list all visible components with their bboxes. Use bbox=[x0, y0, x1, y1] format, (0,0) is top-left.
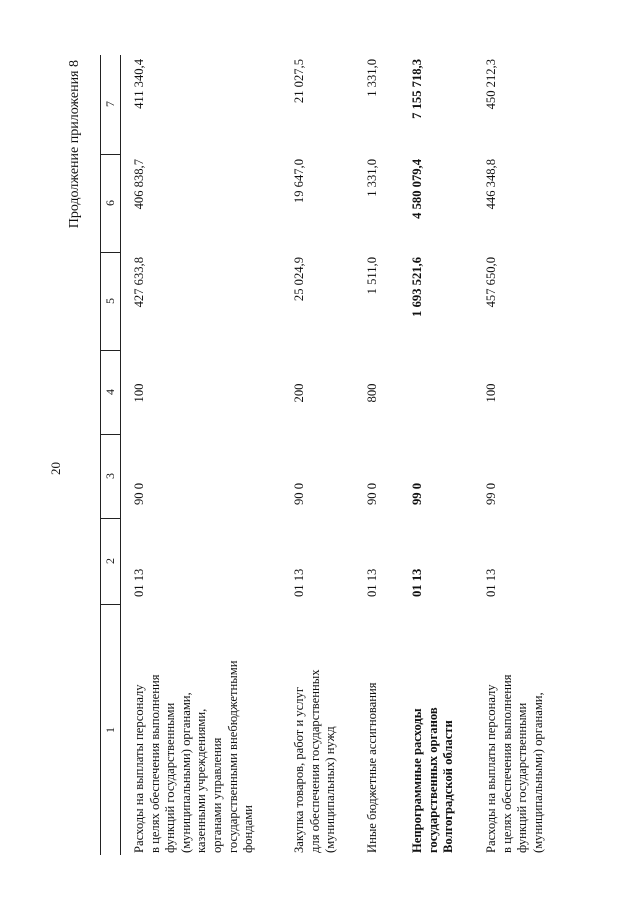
header-col-3: 3 bbox=[100, 434, 120, 519]
row-1-name: Расходы на выплаты персоналу в целях обеспечения выполнения функций государственными (муниципальными) органами, казенными учреждениями, органами управления государственными внебюджетными фондами bbox=[132, 660, 256, 853]
row-3-section: 01 13 bbox=[365, 568, 379, 597]
row-4-section: 01 13 bbox=[410, 568, 424, 597]
header-col-7: 7 bbox=[100, 54, 120, 155]
continuation-note: Продолжение приложения 8 bbox=[67, 60, 82, 229]
row-1-v7: 411 340,4 bbox=[132, 59, 146, 109]
row-2-section: 01 13 bbox=[292, 568, 306, 597]
header-col-4: 4 bbox=[100, 350, 120, 435]
header-col-1: 1 bbox=[103, 727, 117, 733]
row-5-name: Расходы на выплаты персоналу в целях обеспечения выполнения функций государственными (муниципальными) органами, bbox=[484, 674, 545, 853]
row-3-target: 90 0 bbox=[365, 482, 379, 505]
row-4-v7: 7 155 718,3 bbox=[410, 59, 424, 119]
row-2-v7: 21 027,5 bbox=[292, 59, 306, 104]
row-3-v6: 1 331,0 bbox=[365, 159, 379, 197]
row-3-type: 800 bbox=[365, 383, 379, 403]
row-1-target: 90 0 bbox=[132, 482, 146, 505]
row-4-name: Непрограммные расходы государственных органов Волгоградской области bbox=[410, 707, 456, 853]
row-3-v7: 1 331,0 bbox=[365, 59, 379, 97]
row-1-section: 01 13 bbox=[132, 568, 146, 597]
header-col-2: 2 bbox=[100, 518, 120, 605]
table-header-border bbox=[120, 55, 121, 855]
row-4-target: 99 0 bbox=[410, 482, 424, 505]
row-5-target: 99 0 bbox=[484, 482, 498, 505]
row-2-name: Закупка товаров, работ и услуг для обеспечения государственных (муниципальных) нужд bbox=[292, 669, 338, 853]
row-5-type: 100 bbox=[484, 383, 498, 403]
row-3-v5: 1 511,0 bbox=[365, 257, 379, 295]
row-5-v5: 457 650,0 bbox=[484, 257, 498, 308]
row-1-v5: 427 633,8 bbox=[132, 257, 146, 308]
row-4-v5: 1 693 521,6 bbox=[410, 257, 424, 317]
row-5-v6: 446 348,8 bbox=[484, 159, 498, 210]
row-2-target: 90 0 bbox=[292, 482, 306, 505]
row-1-v6: 406 838,7 bbox=[132, 159, 146, 210]
row-3-name: Иные бюджетные ассигнования bbox=[365, 682, 379, 853]
row-5-v7: 450 212,3 bbox=[484, 59, 498, 110]
header-col-5: 5 bbox=[100, 252, 120, 351]
row-2-type: 200 bbox=[292, 383, 306, 403]
row-2-v5: 25 024,9 bbox=[292, 257, 306, 302]
header-col-6: 6 bbox=[100, 154, 120, 253]
row-4-v6: 4 580 079,4 bbox=[410, 159, 424, 219]
row-5-section: 01 13 bbox=[484, 568, 498, 597]
row-1-type: 100 bbox=[132, 383, 146, 403]
page-number: 20 bbox=[48, 462, 63, 475]
row-2-v6: 19 647,0 bbox=[292, 159, 306, 204]
